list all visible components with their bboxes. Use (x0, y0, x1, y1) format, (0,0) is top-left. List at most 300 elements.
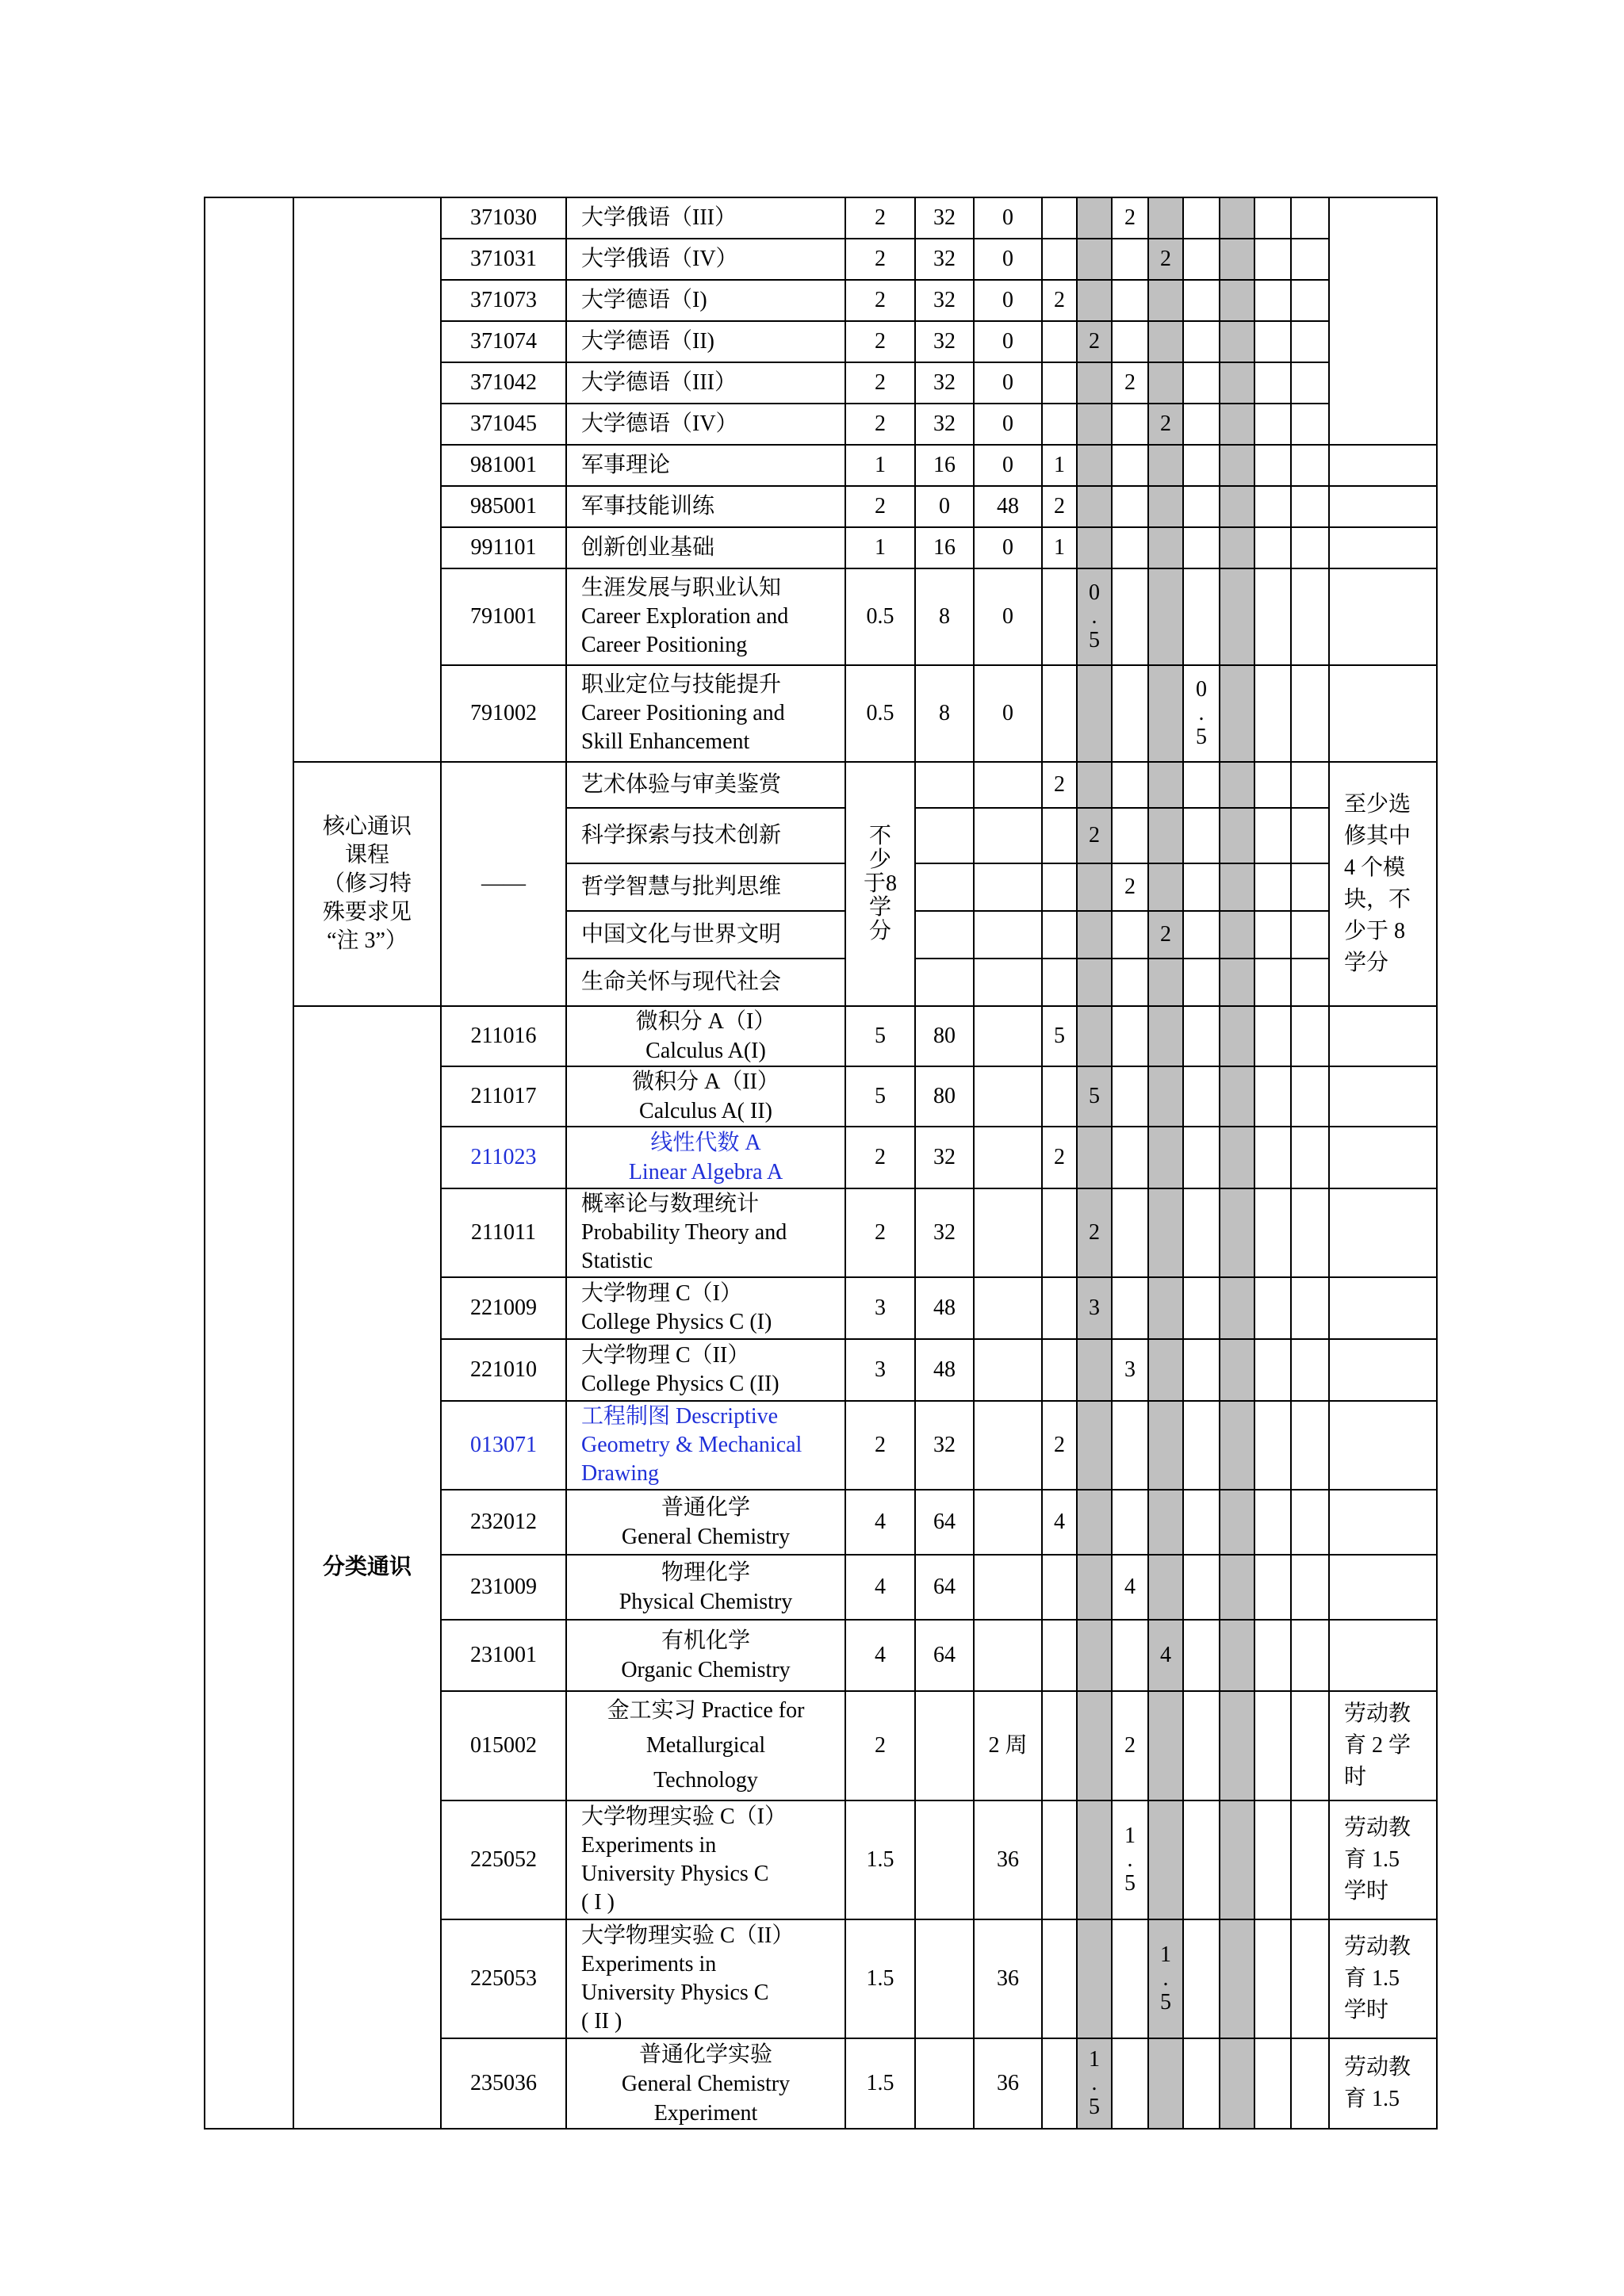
semester-cell-7 (1254, 863, 1291, 911)
course-name (566, 1691, 845, 1800)
module-name: 科学探索与技术创新 (566, 808, 845, 863)
semester-cell-4 (1148, 808, 1183, 863)
cell-line: Organic Chemistry (621, 1658, 791, 1682)
lab-cell (974, 762, 1042, 808)
semester-cell-2 (1077, 486, 1112, 527)
semester-cell-1 (1042, 404, 1077, 445)
course-name (566, 1188, 845, 1277)
cell-line: 5 (1124, 1871, 1136, 1896)
semester-cell-7 (1254, 527, 1291, 568)
remark-cell (1329, 665, 1437, 762)
semester-cell-2 (1077, 1339, 1112, 1401)
cell-line: General Chemistry (621, 1525, 791, 1549)
course-code: 231009 (441, 1555, 566, 1620)
cell-line: 普通化学实验 (638, 2042, 772, 2067)
credit-cell: 4 (845, 1555, 915, 1620)
cell-line: 学时 (1344, 1998, 1389, 2022)
remark-cell (1329, 527, 1437, 568)
semester-cell-7 (1254, 1066, 1291, 1127)
semester-cell-1 (1042, 1339, 1077, 1401)
credit-cell: 5 (845, 1006, 915, 1066)
semester-cell-4: 2 (1148, 404, 1183, 445)
lab-cell: 2 周 (974, 1691, 1042, 1800)
cell-line: 大学物理 C（II） (581, 1343, 750, 1368)
course-name (566, 1919, 845, 2038)
semester-cell-7 (1254, 762, 1291, 808)
credit-cell: 1.5 (845, 1800, 915, 1919)
credit-cell: 1.5 (845, 2038, 915, 2129)
semester-cell-7 (1254, 1555, 1291, 1620)
semester-cell-8 (1291, 321, 1329, 362)
semester-cell-7 (1254, 445, 1291, 486)
semester-cell-7 (1254, 2038, 1291, 2129)
semester-cell-5 (1183, 527, 1220, 568)
semester-cell-7 (1254, 321, 1291, 362)
credit-cell: 4 (845, 1490, 915, 1555)
cell-line: 学 (868, 895, 891, 920)
semester-cell-2 (1077, 1691, 1112, 1800)
lab-cell: 0 (974, 321, 1042, 362)
cell-line: 1 (1089, 2047, 1100, 2072)
semester-cell-1: 5 (1042, 1006, 1077, 1066)
cell-line: Calculus A(I) (645, 1039, 766, 1063)
hours-cell: 0 (915, 486, 974, 527)
semester-cell-4 (1148, 762, 1183, 808)
semester-cell-7 (1254, 1919, 1291, 2038)
course-name: 大学德语（III） (566, 362, 845, 404)
semester-cell-5 (1183, 486, 1220, 527)
semester-cell-5 (1183, 1620, 1220, 1691)
course-name: 大学德语（II) (566, 321, 845, 362)
semester-cell-5 (1183, 1188, 1220, 1277)
hours-cell: 32 (915, 404, 974, 445)
semester-cell-6 (1220, 568, 1254, 665)
cell-line: 少于 8 (1344, 919, 1406, 943)
credit-cell: 2 (845, 362, 915, 404)
course-code: 211011 (441, 1188, 566, 1277)
remark-cell (1329, 762, 1437, 1006)
subcategory-cell (293, 197, 441, 762)
course-code: 013071 (441, 1401, 566, 1490)
lab-cell: 0 (974, 362, 1042, 404)
course-code: 211023 (441, 1127, 566, 1188)
semester-cell-7 (1254, 568, 1291, 665)
semester-cell-3 (1112, 1919, 1148, 2038)
cell-line: ( II ) (581, 2009, 622, 2034)
semester-cell-6 (1220, 280, 1254, 321)
semester-cell-6 (1220, 2038, 1254, 2129)
semester-cell-6 (1220, 1066, 1254, 1127)
semester-cell-4 (1148, 445, 1183, 486)
remark-cell (1329, 1620, 1437, 1691)
semester-cell-7 (1254, 959, 1291, 1006)
semester-cell-3: 2 (1112, 863, 1148, 911)
semester-cell-1 (1042, 1919, 1077, 2038)
cell-line: . (1162, 1966, 1169, 1991)
course-name: 大学俄语（III） (566, 197, 845, 239)
semester-cell-7 (1254, 1620, 1291, 1691)
semester-cell-4 (1148, 197, 1183, 239)
cell-line: 普通化学 (661, 1495, 750, 1520)
semester-cell-7 (1254, 362, 1291, 404)
course-name: 大学俄语（IV） (566, 239, 845, 280)
lab-cell: 0 (974, 527, 1042, 568)
semester-cell-8 (1291, 959, 1329, 1006)
semester-cell-1: 2 (1042, 1127, 1077, 1188)
cell-line: 学分 (1344, 951, 1389, 975)
cell-line: General Chemistry (621, 2071, 791, 2096)
hours-cell: 48 (915, 1277, 974, 1339)
semester-cell-3 (1112, 568, 1148, 665)
cell-line: 块，不 (1344, 887, 1411, 912)
credit-cell: 5 (845, 1066, 915, 1127)
lab-cell (974, 1490, 1042, 1555)
remark-cell (1329, 1800, 1437, 1919)
hours-cell: 8 (915, 568, 974, 665)
hours-cell: 32 (915, 321, 974, 362)
semester-cell-3 (1112, 404, 1148, 445)
lab-cell (974, 1127, 1042, 1188)
module-name: 哲学智慧与批判思维 (566, 863, 845, 911)
lab-cell (974, 911, 1042, 959)
semester-cell-3 (1112, 445, 1148, 486)
semester-cell-6 (1220, 321, 1254, 362)
remark-cell (1329, 1490, 1437, 1555)
semester-cell-4 (1148, 665, 1183, 762)
remark-cell (1329, 1066, 1437, 1127)
semester-cell-1 (1042, 1277, 1077, 1339)
cell-line: 育 1.5 (1344, 1966, 1400, 1991)
cell-line: Statistic (581, 1249, 653, 1273)
cell-line: University Physics C (581, 1980, 769, 2005)
semester-cell-5 (1183, 239, 1220, 280)
semester-cell-6 (1220, 362, 1254, 404)
credit-cell: 2 (845, 280, 915, 321)
cell-line: 劳动教 (1344, 1816, 1411, 1840)
semester-cell-1: 1 (1042, 527, 1077, 568)
semester-cell-8 (1291, 1127, 1329, 1188)
hours-cell: 32 (915, 1127, 974, 1188)
semester-cell-6 (1220, 486, 1254, 527)
cell-line: Experiment (653, 2100, 758, 2126)
credit-cell: 1.5 (845, 1919, 915, 2038)
cell-line: 育 2 学 (1344, 1733, 1411, 1758)
semester-cell-4 (1148, 1490, 1183, 1555)
cell-line: . (1198, 701, 1205, 725)
cell-line: 育 1.5 (1344, 1847, 1400, 1872)
remark-cell (1329, 1401, 1437, 1490)
course-name: 军事技能训练 (566, 486, 845, 527)
semester-cell-4 (1148, 2038, 1183, 2129)
cell-line: Metallurgical (645, 1733, 766, 1758)
semester-cell-2: 2 (1077, 1188, 1112, 1277)
lab-cell (974, 1339, 1042, 1401)
lab-cell (974, 1620, 1042, 1691)
semester-cell-5 (1183, 1800, 1220, 1919)
semester-cell-5 (1183, 197, 1220, 239)
semester-cell-2 (1077, 1919, 1112, 2038)
semester-cell-8 (1291, 863, 1329, 911)
semester-cell-3 (1112, 239, 1148, 280)
cell-line: 于8 (863, 871, 897, 896)
semester-cell-5 (1183, 2038, 1220, 2129)
course-code: 235036 (441, 2038, 566, 2129)
lab-cell (974, 1006, 1042, 1066)
cell-line: College Physics C (I) (581, 1310, 772, 1334)
cell-line: 大学物理实验 C（I） (581, 1804, 787, 1829)
semester-cell-3 (1112, 1277, 1148, 1339)
semester-cell-7 (1254, 1691, 1291, 1800)
hours-cell (915, 1691, 974, 1800)
semester-cell-8 (1291, 1006, 1329, 1066)
semester-cell-6 (1220, 1006, 1254, 1066)
credit-cell: 4 (845, 1620, 915, 1691)
cell-line: Probability Theory and (581, 1220, 787, 1245)
lab-cell (974, 1401, 1042, 1490)
hours-cell: 48 (915, 1339, 974, 1401)
semester-cell-5 (1183, 1401, 1220, 1490)
remark-cell (1329, 486, 1437, 527)
classified-category: 分类通识 (293, 1006, 441, 2129)
lab-cell: 36 (974, 1919, 1042, 2038)
course-code: 981001 (441, 445, 566, 486)
cell-line: “注 3”） (327, 928, 408, 953)
semester-cell-6 (1220, 1401, 1254, 1490)
module-name: 生命关怀与现代社会 (566, 959, 845, 1006)
remark-cell (1329, 445, 1437, 486)
hours-cell: 64 (915, 1490, 974, 1555)
semester-cell-7 (1254, 404, 1291, 445)
semester-cell-5 (1183, 959, 1220, 1006)
hours-cell: 32 (915, 362, 974, 404)
remark-cell (1329, 1691, 1437, 1800)
remark-cell (1329, 1277, 1437, 1339)
semester-cell-3 (1112, 959, 1148, 1006)
lab-cell: 0 (974, 568, 1042, 665)
semester-cell-4 (1148, 1127, 1183, 1188)
semester-cell-4: 2 (1148, 239, 1183, 280)
semester-cell-2 (1077, 2038, 1112, 2129)
course-name (566, 1401, 845, 1490)
semester-cell-2 (1077, 1555, 1112, 1620)
course-code: 231001 (441, 1620, 566, 1691)
semester-cell-7 (1254, 239, 1291, 280)
cell-line: Technology (653, 1768, 758, 1793)
semester-cell-2 (1077, 1006, 1112, 1066)
semester-cell-7 (1254, 1339, 1291, 1401)
semester-cell-8 (1291, 911, 1329, 959)
semester-cell-5 (1183, 321, 1220, 362)
semester-cell-8 (1291, 1691, 1329, 1800)
semester-cell-4 (1148, 280, 1183, 321)
semester-cell-2 (1077, 863, 1112, 911)
module-name: 艺术体验与审美鉴赏 (566, 762, 845, 808)
semester-cell-5 (1183, 1127, 1220, 1188)
semester-cell-2 (1077, 362, 1112, 404)
semester-cell-2 (1077, 1127, 1112, 1188)
cell-line: . (1127, 1847, 1133, 1872)
credit-cell: 3 (845, 1339, 915, 1401)
semester-cell-3 (1112, 1401, 1148, 1490)
course-name (566, 1277, 845, 1339)
semester-cell-7 (1254, 1006, 1291, 1066)
semester-cell-8 (1291, 1401, 1329, 1490)
semester-cell-3 (1112, 911, 1148, 959)
semester-cell-8 (1291, 808, 1329, 863)
cell-line: 4 个模 (1344, 855, 1406, 880)
semester-cell-7 (1254, 1800, 1291, 1919)
cell-line: Career Positioning (581, 633, 748, 657)
cell-line: 育 1.5 (1344, 2087, 1400, 2111)
semester-cell-3 (1112, 2038, 1148, 2129)
course-name (566, 1490, 845, 1555)
semester-cell-3 (1112, 486, 1148, 527)
semester-cell-6 (1220, 1490, 1254, 1555)
semester-cell-4 (1148, 959, 1183, 1006)
semester-cell-6 (1220, 665, 1254, 762)
hours-cell: 64 (915, 1620, 974, 1691)
lab-cell: 36 (974, 2038, 1042, 2129)
semester-cell-2 (1077, 404, 1112, 445)
semester-cell-7 (1254, 665, 1291, 762)
semester-cell-4 (1148, 1401, 1183, 1490)
cell-line: . (1091, 2071, 1097, 2095)
cell-line: 工程制图 Descriptive (581, 1404, 779, 1429)
cell-line: Career Exploration and (581, 604, 789, 629)
semester-cell-3 (1112, 1490, 1148, 1555)
semester-cell-1 (1042, 2038, 1077, 2129)
semester-cell-6 (1220, 1620, 1254, 1691)
course-name (566, 1066, 845, 1127)
cell-line: 劳动教 (1344, 2055, 1411, 2080)
semester-cell-8 (1291, 1620, 1329, 1691)
semester-cell-6 (1220, 1555, 1254, 1620)
semester-cell-3 (1112, 1800, 1148, 1919)
course-code: 221009 (441, 1277, 566, 1339)
semester-cell-5 (1183, 762, 1220, 808)
cell-line: 微积分 A（I） (635, 1009, 776, 1034)
course-name (566, 568, 845, 665)
credit-cell: 0.5 (845, 665, 915, 762)
course-code: 791002 (441, 665, 566, 762)
hours-cell: 32 (915, 1401, 974, 1490)
semester-cell-8 (1291, 362, 1329, 404)
course-name (566, 1339, 845, 1401)
course-code: 371073 (441, 280, 566, 321)
course-name (566, 2038, 845, 2129)
semester-cell-6 (1220, 239, 1254, 280)
semester-cell-5 (1183, 1555, 1220, 1620)
semester-cell-4 (1148, 362, 1183, 404)
semester-cell-4: 4 (1148, 1620, 1183, 1691)
hours-cell (915, 959, 974, 1006)
semester-cell-8 (1291, 486, 1329, 527)
table-row (205, 1006, 1437, 1066)
semester-cell-8 (1291, 665, 1329, 762)
course-name: 军事理论 (566, 445, 845, 486)
cell-line: 职业定位与技能提升 (581, 672, 782, 697)
hours-cell: 16 (915, 445, 974, 486)
lab-cell: 48 (974, 486, 1042, 527)
semester-cell-1 (1042, 665, 1077, 762)
semester-cell-6 (1220, 1127, 1254, 1188)
semester-cell-4 (1148, 1277, 1183, 1339)
semester-cell-4 (1148, 1339, 1183, 1401)
course-code: 221010 (441, 1339, 566, 1401)
module-name: 中国文化与世界文明 (566, 911, 845, 959)
credit-cell: 2 (845, 239, 915, 280)
cell-line: 1 (1124, 1823, 1136, 1848)
remark-cell (1329, 1555, 1437, 1620)
semester-cell-4 (1148, 1691, 1183, 1800)
semester-cell-3 (1112, 527, 1148, 568)
credit-cell: 2 (845, 1188, 915, 1277)
semester-cell-6 (1220, 959, 1254, 1006)
course-code: 791001 (441, 568, 566, 665)
hours-cell: 32 (915, 239, 974, 280)
hours-cell (915, 911, 974, 959)
semester-cell-2 (1077, 1620, 1112, 1691)
semester-cell-1 (1042, 808, 1077, 863)
semester-cell-7 (1254, 1277, 1291, 1339)
semester-cell-5 (1183, 362, 1220, 404)
semester-cell-6 (1220, 911, 1254, 959)
hours-cell: 8 (915, 665, 974, 762)
course-name (566, 1127, 845, 1188)
core-category (293, 762, 441, 1006)
semester-cell-7 (1254, 1490, 1291, 1555)
semester-cell-1 (1042, 239, 1077, 280)
cell-line: 0 (1089, 580, 1100, 605)
semester-cell-7 (1254, 808, 1291, 863)
cell-line: Physical Chemistry (619, 1590, 793, 1614)
semester-cell-3 (1112, 1127, 1148, 1188)
remark-cell (1329, 1339, 1437, 1401)
lab-cell (974, 1555, 1042, 1620)
semester-cell-5 (1183, 911, 1220, 959)
hours-cell (915, 1800, 974, 1919)
semester-cell-5 (1183, 1691, 1220, 1800)
semester-cell-8 (1291, 404, 1329, 445)
course-name: 大学德语（I) (566, 280, 845, 321)
semester-cell-1 (1042, 863, 1077, 911)
credit-cell: 2 (845, 1401, 915, 1490)
semester-cell-4 (1148, 527, 1183, 568)
semester-cell-6 (1220, 762, 1254, 808)
cell-line: 分 (868, 919, 891, 943)
semester-cell-6 (1220, 1691, 1254, 1800)
course-name (566, 665, 845, 762)
semester-cell-5 (1183, 445, 1220, 486)
cell-line: 劳动教 (1344, 1934, 1411, 1959)
credit-cell: 3 (845, 1277, 915, 1339)
semester-cell-6 (1220, 197, 1254, 239)
semester-cell-8 (1291, 197, 1329, 239)
cell-line: College Physics C (II) (581, 1372, 779, 1396)
course-code: 371045 (441, 404, 566, 445)
semester-cell-4 (1148, 1555, 1183, 1620)
semester-cell-4 (1148, 1919, 1183, 2038)
lab-cell (974, 1188, 1042, 1277)
semester-cell-5 (1183, 568, 1220, 665)
lab-cell: 0 (974, 665, 1042, 762)
semester-cell-2 (1077, 762, 1112, 808)
semester-cell-6 (1220, 808, 1254, 863)
semester-cell-5 (1183, 1919, 1220, 2038)
hours-cell: 80 (915, 1006, 974, 1066)
cell-line: 劳动教 (1344, 1701, 1411, 1726)
course-code: 015002 (441, 1691, 566, 1800)
